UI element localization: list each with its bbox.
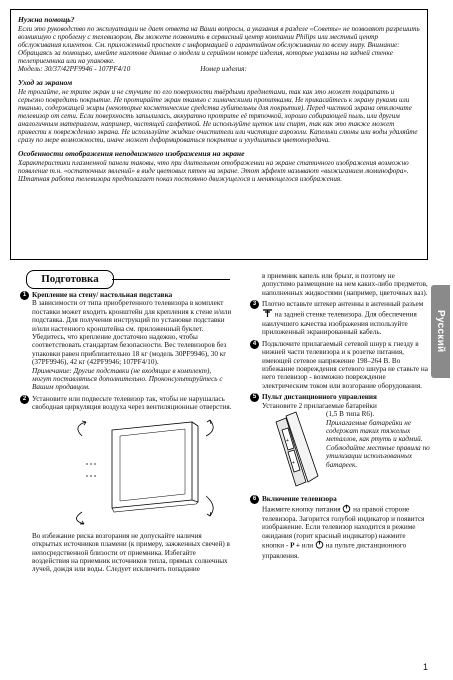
right-column [250, 272, 428, 563]
step-body: Установите 2 прилагаемые батарейки [262, 401, 377, 410]
step-1 [20, 291, 232, 392]
heading-rule [112, 279, 230, 280]
step-5 [250, 393, 428, 492]
step-number: 1 [20, 291, 29, 300]
info-box [10, 9, 428, 260]
step-body: Нажмите кнопку питания [262, 504, 341, 513]
section-heading: Подготовка [26, 270, 114, 289]
program-keys: P + [290, 541, 300, 550]
help-body: Если это руководство по эксплуатации не дает ответа на Ваши вопросы, а указания в разделе «Советы» не позволяют разрешить возникшую с проблему с телевизором, Вы можете позвонить в сервисный центр компании Philips или местный центр обслуживания клиентов. См. приложенный проспект с информацией о гарантийном обслуживании по всему миру. Внимание: Обращаясь за помощью, имейте наготове данные о модели и серийном номере изделия, которые указаны на задней стенке телеприемника или на упаковке. Модель: 30/37/42PF9946 - 107PF4/10 Номер изделия: [18, 24, 420, 74]
step-number: 3 [250, 300, 259, 309]
svg-text:+: + [292, 460, 295, 467]
language-tab: Русский [431, 285, 450, 378]
model-line: Модель: 30/37/42PF9946 - 107PF4/10 Номер изделия: [18, 65, 247, 74]
step-2 [20, 395, 232, 574]
remote-battery-illustration [272, 410, 324, 488]
help-title: Нужна помощь? [18, 15, 75, 24]
step-body: в приемник капель или брызг, и поэтому не допустимо размещение на нем каких-либо предметов, наполненных жидкостями (например, цветочных ваз). [262, 272, 428, 297]
battery-text [326, 410, 438, 469]
battery-area [262, 410, 428, 492]
power-icon [342, 504, 351, 515]
step-body: Подключите прилагаемый сетевой шнур к гнезду в нижней части телевизора и к розетке питания, имеющей сетевое напряжение 198–264 В. Во избежание повреждения сетевого шнура не ставьте на него телевизор - возможно повреждение электрическим током или возгорание оборудования. [262, 339, 428, 390]
step-number: 2 [20, 395, 29, 404]
battery-note: Прилагаемые батарейки не содержат таких тяжелых металлов, как ртуть и кадмий. Соблюдайте местные правила по утилизации использованных батареек. [326, 418, 430, 469]
step-body-3: или [301, 541, 314, 550]
step-body: В зависимости от типа приобретенного телевизора в комплект поставки может входить кронштейн для крепления к стене и/или подставка. Для получения инструкций по установке подставки и/или настенного кронштейна см. приложенный буклет. Убедитесь, что крепление достаточно надежно, чтобы соответствовать стандартам безопасности. Вес телевизоров без упаковки равен приблизительно 18 кг (модель 30PF9946), 30 кг (37PF9946), 42 кг (42PF9946; 107PF4/10). [32, 299, 232, 367]
static-image-body: Характеристики плазменной панели таковы, что при длительном отображении на экране статичного изображения возможно появление т.н. «остаточных явлений» в виде цветовых пятен на экране. Этот эффект называют «выжиганием люминофора». Штатная работа телевизора предполагает показ постоянно движущегося и меняющегося изображения. [18, 159, 409, 184]
step-body: Установите или подвесьте телевизор так, чтобы не нарушалась свободная циркуляция воздуха через вентиляционные отверстия. [32, 394, 232, 412]
svg-text:+: + [286, 438, 289, 445]
step-title: Пульт дистанционного управления [262, 393, 377, 402]
step-body-after: Во избежание риска возгорания не допускайте наличия открытых источников пламени (к примеру, зажженных свечей) в непосредственной близости от приемника. Избегайте воздействия на приемник источников тепла, прямых солнечных лучей, дождя или воды. Следует исключить попадание [32, 531, 230, 574]
standby-icon [315, 540, 324, 551]
step-body-rest: на задней стенке телевизора. Для обеспечения наилучшего качества изображения используйте приложенный экранированный кабель. [262, 309, 417, 337]
step-title: Включение телевизора [262, 495, 337, 504]
step-body: Плотно вставьте штекер антенны в антенный разъем [262, 300, 424, 309]
step-note: Примечание: Другие подставки (не входящие в комплект), могут поставляться дополнительно. Проконсультируйтесь с Вашим продавцом. [32, 366, 223, 392]
step-number: 5 [250, 393, 259, 402]
tv-ventilation-illustration [42, 416, 222, 528]
step-4 [250, 340, 428, 390]
left-column [20, 291, 232, 577]
battery-type: (1,5 В типа R6). [326, 410, 375, 419]
antenna-icon [262, 309, 273, 320]
static-image-title: Особенности отображения неподвижного изображения на экране [18, 149, 245, 159]
page-number: 1 [423, 662, 429, 672]
step-body-2: на правой стороне телевизора. Загорится голубой индикатор и появится изображение. Если телевизор находится в режиме ожидания (горит красный индикатор) нажмите кнопки - [262, 504, 425, 550]
step-body-4: на пульте дистанционного управления. [262, 541, 407, 560]
screen-care-body: Не трогайте, не трите экран и не стучите по его поверхности твёрдыми предметами, так как это может поцарапать и серьезно повредить покрытие. Не протирайте экран тканью с химическими пропитками. Не прикасайтесь к экрану руками или тканью, содержащей жиры (некоторые косметические средства губительны для покрытия). Перед чисткой экрана отключите телевизор от сети. Если поверхность запылилась, аккуратно протрите её тряпочкой, хорошо собирающей пыль, или другим аналогичным материалом, например, чистящей салфеткой. Не используйте щеток или спирт, так как это также может привести к повреждению экрана. Не используйте жидкие очистители или чистящие аэрозоли. Капельки слюны или воды удаляйте сразу по мере возможности, иначе может деформироваться покрытие и ухудшиться цветопередача. [18, 87, 418, 145]
step-number: 4 [250, 340, 259, 349]
step-title: Крепление на стену/ настольная подставка [32, 291, 173, 299]
step-6 [250, 495, 428, 560]
step-number: 6 [250, 495, 259, 504]
step-2-continued [250, 272, 428, 297]
screen-care-title: Уход за экраном [18, 78, 73, 88]
step-3 [250, 300, 428, 337]
